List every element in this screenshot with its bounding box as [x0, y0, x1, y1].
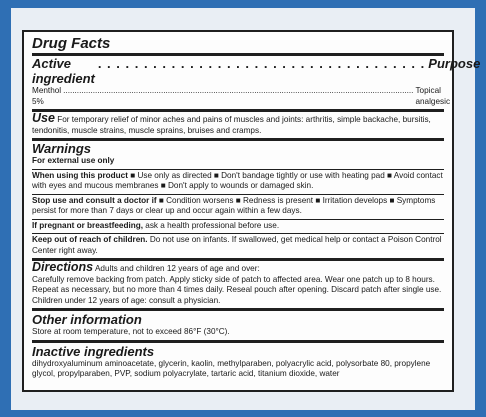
stop-use-label: Stop use and consult a doctor if: [32, 195, 157, 205]
other-info-section: [32, 308, 444, 340]
directions-section: [32, 258, 444, 308]
directions-heading: Directions: [32, 260, 94, 274]
drug-facts-title: Drug Facts: [32, 35, 111, 52]
purpose-heading: Purpose: [428, 56, 481, 71]
children-text: Do not use on infants. If swallowed, get medical help or contact a Poison Control Center right away.: [32, 235, 442, 255]
children-label: Keep out of reach of children.: [32, 235, 148, 244]
pregnant-text: ask a health professional before use.: [145, 220, 280, 230]
directions-text: Carefully remove backing from patch. Apply sticky side of patch to affected area. Wear one patch up to 8 hours. Repeat as necessary, but no more than 4 times daily. Reseal pouch after opening. Discard patch after single use. Children under 12 years of age: consult a physician.: [32, 274, 442, 305]
active-ingredient: Menthol 5%: [32, 86, 62, 106]
warnings-section: [32, 138, 444, 258]
inactive-heading: Inactive ingredients: [32, 343, 155, 359]
when-using-text: ■ Use only as directed ■ Don't bandage tightly or use with heating pad ■ Avoid contact with eyes and mucous membranes ■ Don't apply to wounds or damaged skin.: [32, 170, 443, 190]
drug-facts-panel: [22, 30, 481, 392]
use-section: [32, 109, 444, 138]
use-heading: Use: [32, 111, 55, 125]
stop-use-text: ■ Condition worsens ■ Redness is present ■ Irritation develops ■ Symptoms persist for more than 7 days or clear up and occur again within a few days.: [32, 195, 436, 215]
purpose-value: Topical analgesic: [415, 86, 451, 106]
inactive-section: [32, 340, 444, 382]
directions-intro: Adults and children 12 years of age and over:: [94, 264, 260, 273]
warnings-heading: Warnings: [32, 141, 91, 156]
active-section: [32, 53, 481, 109]
ingredient-dots: ..........................................................................................................................................................: [63, 86, 414, 95]
when-using-label: When using this product: [32, 170, 128, 180]
use-text: For temporary relief of minor aches and pains of muscles and joints: arthritis, simple backache, bursitis, tendonitis, muscle strains, muscle sprains, bruises and cramps.: [32, 115, 431, 135]
other-info-text: Store at room temperature, not to exceed 86°F (30°C).: [32, 327, 230, 336]
active-heading: Active ingredient: [32, 56, 95, 86]
external-use-note: For external use only: [32, 156, 115, 165]
pregnant-label: If pregnant or breastfeeding,: [32, 220, 143, 230]
active-dots: . . . . . . . . . . . . . . . . . . . . . . . . . . . . . . . . . . . .: [97, 56, 426, 71]
inactive-text: dihydroxyaluminum aminoacetate, glycerin, kaolin, methylparaben, polyacrylic acid, polysorbate 80, propylene glycol, propylparaben, PVP, sodium polyacrylate, tartaric acid, titanium dioxide, water: [32, 358, 431, 378]
other-info-heading: Other information: [32, 312, 142, 327]
